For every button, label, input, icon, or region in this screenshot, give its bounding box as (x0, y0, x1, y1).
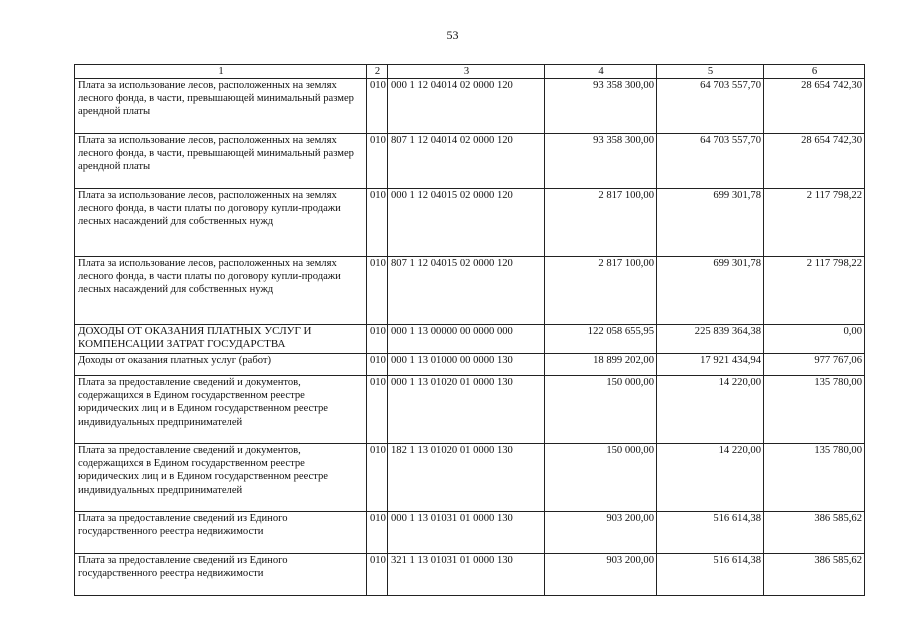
row-line-code: 010 (367, 512, 388, 554)
table-row (75, 134, 865, 189)
header-col-1: 1 (75, 65, 367, 79)
row-col5: 516 614,38 (657, 512, 764, 554)
header-col-2: 2 (367, 65, 388, 79)
row-col4: 903 200,00 (545, 512, 657, 554)
row-name: Плата за использование лесов, расположенных на землях лесного фонда, в части платы по договору купли-продажи лесных насаждений для собственных нужд (75, 257, 367, 325)
row-col6: 386 585,62 (764, 554, 865, 596)
row-line-code: 010 (367, 79, 388, 134)
row-col5: 699 301,78 (657, 257, 764, 325)
row-name: Плата за использование лесов, расположенных на землях лесного фонда, в части платы по договору купли-продажи лесных насаждений для собственных нужд (75, 189, 367, 257)
row-col5: 225 839 364,38 (657, 325, 764, 354)
row-col4: 18 899 202,00 (545, 354, 657, 376)
row-col4: 150 000,00 (545, 376, 657, 444)
row-col6: 386 585,62 (764, 512, 865, 554)
row-col5: 516 614,38 (657, 554, 764, 596)
table-row (75, 512, 865, 554)
table-row (75, 354, 865, 376)
row-col6: 977 767,06 (764, 354, 865, 376)
row-col4: 93 358 300,00 (545, 134, 657, 189)
row-col6: 135 780,00 (764, 376, 865, 444)
row-col5: 14 220,00 (657, 444, 764, 512)
row-line-code: 010 (367, 354, 388, 376)
row-col4: 903 200,00 (545, 554, 657, 596)
row-col6: 28 654 742,30 (764, 79, 865, 134)
row-name: ДОХОДЫ ОТ ОКАЗАНИЯ ПЛАТНЫХ УСЛУГ И КОМПЕНСАЦИИ ЗАТРАТ ГОСУДАРСТВА (75, 325, 367, 354)
row-name: Плата за предоставление сведений из Единого государственного реестра недвижимости (75, 554, 367, 596)
row-col6: 28 654 742,30 (764, 134, 865, 189)
row-col5: 64 703 557,70 (657, 134, 764, 189)
row-budget-code: 000 1 13 00000 00 0000 000 (388, 325, 545, 354)
row-budget-code: 182 1 13 01020 01 0000 130 (388, 444, 545, 512)
row-budget-code: 000 1 13 01020 01 0000 130 (388, 376, 545, 444)
income-table (74, 64, 865, 596)
header-col-6: 6 (764, 65, 865, 79)
row-col4: 2 817 100,00 (545, 257, 657, 325)
table-row (75, 554, 865, 596)
table-row (75, 189, 865, 257)
row-line-code: 010 (367, 257, 388, 325)
row-name: Плата за предоставление сведений и документов, содержащихся в Едином государственном реестре юридических лиц и в Едином государственном реестре индивидуальных предпринимателей (75, 444, 367, 512)
row-name: Плата за предоставление сведений и документов, содержащихся в Едином государственном реестре юридических лиц и в Едином государственном реестре индивидуальных предпринимателей (75, 376, 367, 444)
header-col-3: 3 (388, 65, 545, 79)
row-col4: 150 000,00 (545, 444, 657, 512)
row-line-code: 010 (367, 189, 388, 257)
row-line-code: 010 (367, 134, 388, 189)
row-name: Плата за использование лесов, расположенных на землях лесного фонда, в части, превышающей минимальный размер арендной платы (75, 134, 367, 189)
row-col4: 93 358 300,00 (545, 79, 657, 134)
row-line-code: 010 (367, 554, 388, 596)
row-line-code: 010 (367, 376, 388, 444)
row-col5: 17 921 434,94 (657, 354, 764, 376)
row-col5: 699 301,78 (657, 189, 764, 257)
row-budget-code: 000 1 13 01031 01 0000 130 (388, 512, 545, 554)
row-col6: 0,00 (764, 325, 865, 354)
row-budget-code: 807 1 12 04014 02 0000 120 (388, 134, 545, 189)
table-row (75, 79, 865, 134)
row-name: Доходы от оказания платных услуг (работ) (75, 354, 367, 376)
row-budget-code: 000 1 12 04015 02 0000 120 (388, 189, 545, 257)
row-col5: 64 703 557,70 (657, 79, 764, 134)
table-row (75, 257, 865, 325)
table-row (75, 376, 865, 444)
row-name: Плата за предоставление сведений из Единого государственного реестра недвижимости (75, 512, 367, 554)
row-budget-code: 807 1 12 04015 02 0000 120 (388, 257, 545, 325)
page-number: 53 (446, 28, 459, 42)
header-col-5: 5 (657, 65, 764, 79)
header-col-4: 4 (545, 65, 657, 79)
row-col6: 135 780,00 (764, 444, 865, 512)
row-col4: 122 058 655,95 (545, 325, 657, 354)
table-row (75, 444, 865, 512)
table-row (75, 325, 865, 354)
row-col6: 2 117 798,22 (764, 189, 865, 257)
row-col6: 2 117 798,22 (764, 257, 865, 325)
row-line-code: 010 (367, 325, 388, 354)
header-row (75, 65, 865, 79)
row-name: Плата за использование лесов, расположенных на землях лесного фонда, в части, превышающей минимальный размер арендной платы (75, 79, 367, 134)
row-budget-code: 000 1 12 04014 02 0000 120 (388, 79, 545, 134)
row-col5: 14 220,00 (657, 376, 764, 444)
row-budget-code: 321 1 13 01031 01 0000 130 (388, 554, 545, 596)
row-col4: 2 817 100,00 (545, 189, 657, 257)
row-line-code: 010 (367, 444, 388, 512)
row-budget-code: 000 1 13 01000 00 0000 130 (388, 354, 545, 376)
